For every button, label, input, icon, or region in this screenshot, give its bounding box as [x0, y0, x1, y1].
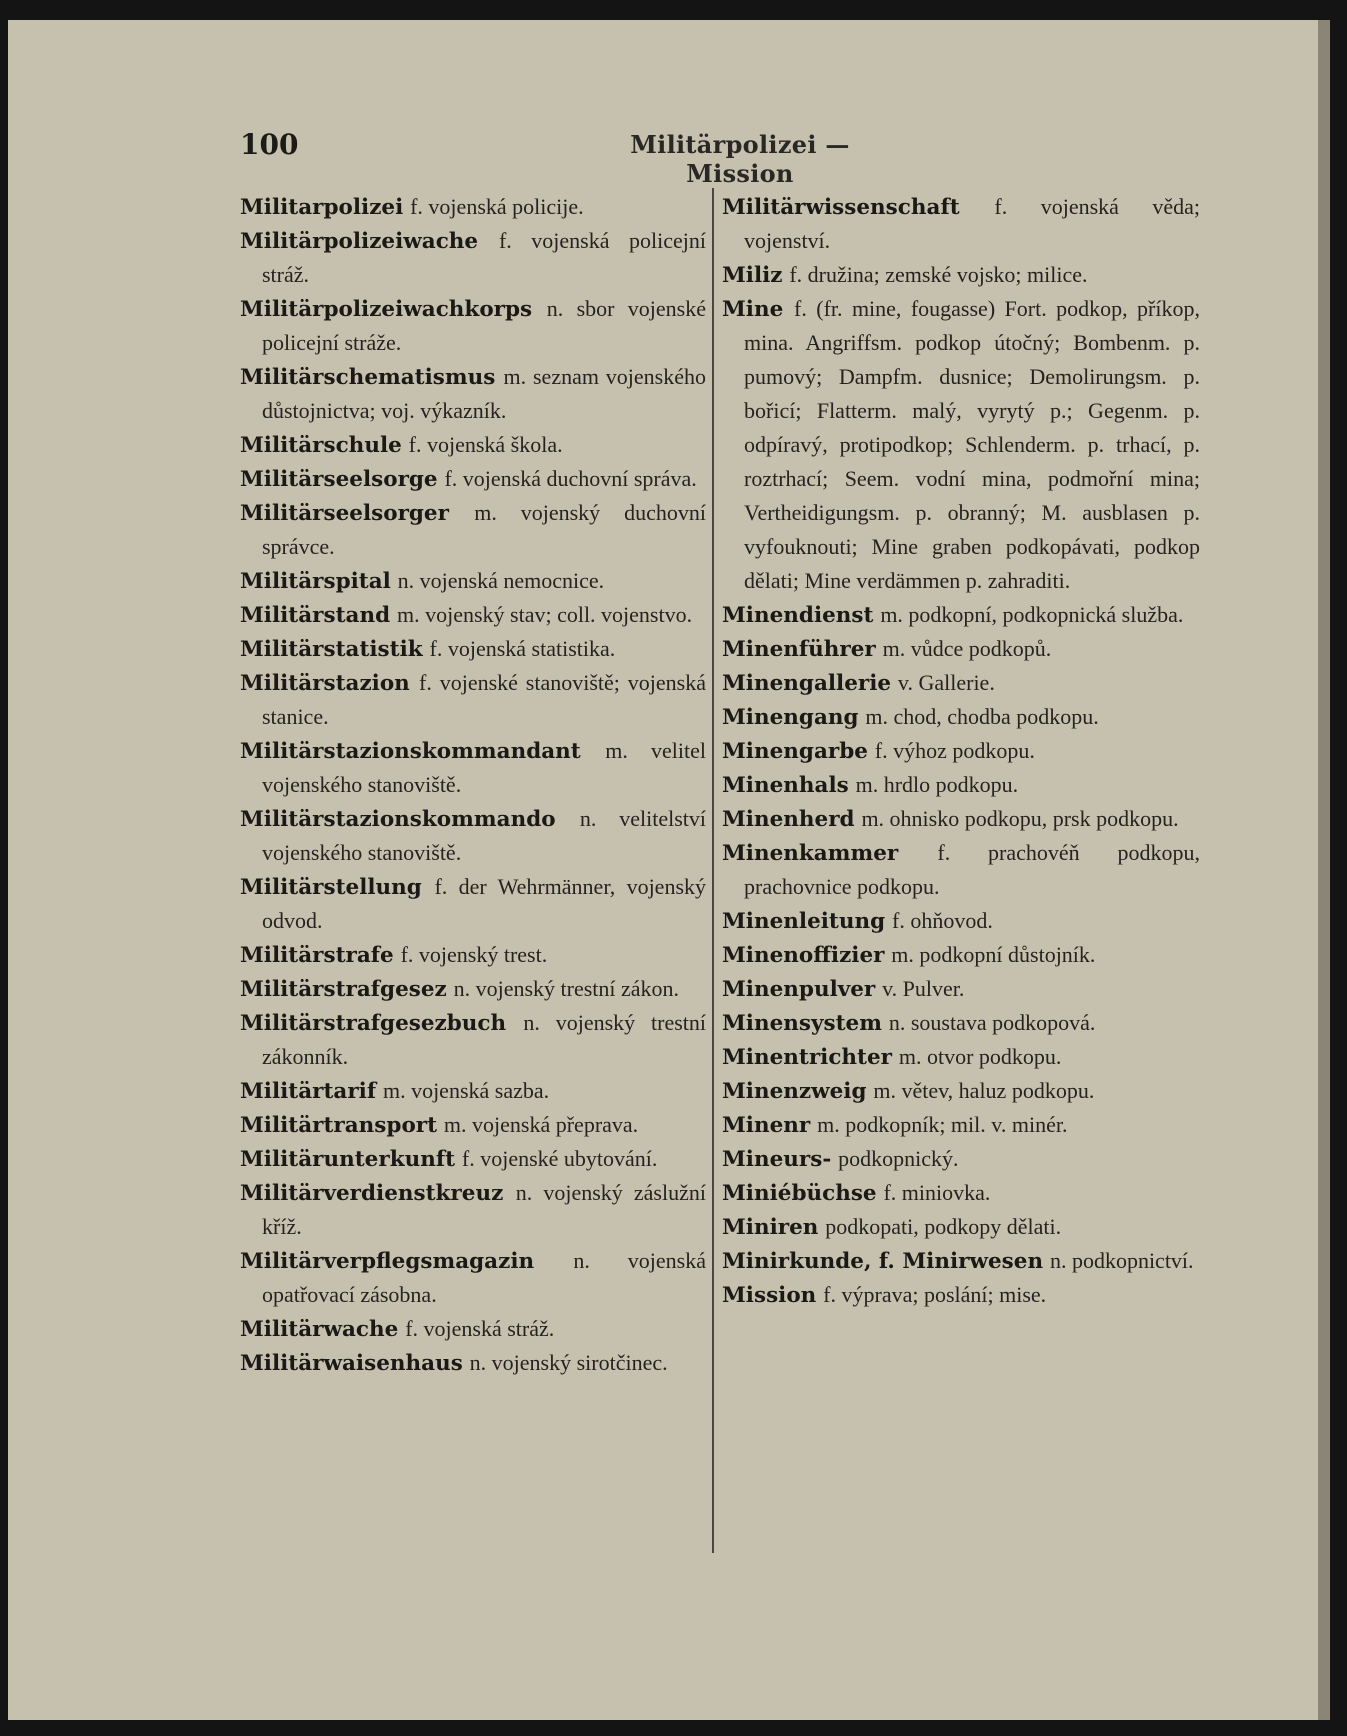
entry-definition: n. soustava podkopová.: [888, 1010, 1096, 1035]
entry-definition: m. hrdlo podkopu.: [855, 772, 1019, 797]
entry-headword: Miniren: [722, 1215, 819, 1240]
dictionary-entry: [722, 632, 1200, 666]
dictionary-entry: [240, 666, 706, 734]
dictionary-entry: [240, 870, 706, 938]
entry-headword: Miliz: [722, 263, 783, 288]
entry-definition: v. Pulver.: [882, 976, 965, 1001]
entry-definition: m. otvor podkopu.: [898, 1044, 1062, 1069]
entry-headword: Militärstazionskommando: [240, 807, 556, 832]
entry-headword: Mineurs-: [722, 1147, 832, 1172]
dictionary-entry: [240, 1074, 706, 1108]
dictionary-entry: [722, 292, 1200, 598]
dictionary-entry: [722, 1278, 1200, 1312]
entry-definition: n. sbor vojenské policejní stráže.: [262, 296, 706, 355]
entry-headword: Militärpolizeiwachkorps: [240, 297, 533, 322]
entry-headword: Militärstrafgesez: [240, 977, 447, 1002]
entry-definition: n. vojenský trestní zákon.: [453, 976, 680, 1001]
entry-headword: Militärstatistik: [240, 637, 423, 662]
left-column: [240, 190, 706, 1380]
entry-definition: m. seznam vojenského důstojnictva; voj. výkazník.: [262, 364, 706, 423]
dictionary-entry: [722, 1006, 1200, 1040]
entry-headword: Militärtransport: [240, 1113, 438, 1138]
entry-definition: f. vojenská statistika.: [429, 636, 616, 661]
dictionary-entry: [240, 1006, 706, 1074]
entry-definition: f. výhoz podkopu.: [874, 738, 1035, 763]
entry-definition: f. vojenská policejní stráž.: [262, 228, 706, 287]
entry-headword: Minengarbe: [722, 739, 868, 764]
entry-definition: m. chod, chodba podkopu.: [865, 704, 1099, 729]
entry-definition: podkopati, podkopy dělati.: [825, 1214, 1062, 1239]
entry-headword: Minenhals: [722, 773, 849, 798]
dictionary-entry: [722, 1142, 1200, 1176]
entry-headword: Militärverpflegsmagazin: [240, 1249, 535, 1274]
dictionary-entry: [722, 734, 1200, 768]
entry-headword: Militärschematismus: [240, 365, 496, 390]
dictionary-entry: [722, 700, 1200, 734]
entry-definition: m. vojenská sazba.: [382, 1078, 550, 1103]
dictionary-entry: [240, 938, 706, 972]
entry-headword: Militärstazion: [240, 671, 410, 696]
entry-definition: f. vojenská policije.: [410, 194, 584, 219]
entry-definition: f. prachovéň podkopu, prachovnice podkopu.: [744, 840, 1200, 899]
entry-headword: Militärschule: [240, 433, 402, 458]
entry-definition: m. větev, haluz podkopu.: [873, 1078, 1095, 1103]
dictionary-entry: [722, 1210, 1200, 1244]
page-header: [240, 128, 1240, 188]
entry-headword: Minenr: [722, 1113, 811, 1138]
dictionary-entry: [240, 224, 706, 292]
entry-definition: n. vojenská nemocnice.: [397, 568, 605, 593]
entry-definition: m. vojenský stav; coll. vojenstvo.: [396, 602, 693, 627]
entry-definition: n. podkopnictví.: [1049, 1248, 1194, 1273]
dictionary-entry: [240, 496, 706, 564]
dictionary-entry: [722, 1176, 1200, 1210]
dictionary-entry: [240, 802, 706, 870]
entry-definition: f. vojenský trest.: [400, 942, 548, 967]
dictionary-entry: [722, 904, 1200, 938]
entry-headword: Minenführer: [722, 637, 876, 662]
entry-headword: Militärwache: [240, 1317, 399, 1342]
entry-definition: f. miniovka.: [883, 1180, 991, 1205]
entry-headword: Minengang: [722, 705, 859, 730]
entry-headword: Militärpolizeiwache: [240, 229, 479, 254]
entry-headword: Minenoffizier: [722, 943, 885, 968]
entry-headword: Miniébüchse: [722, 1181, 877, 1206]
entry-definition: f. vojenské ubytování.: [461, 1146, 658, 1171]
dictionary-entry: [240, 1176, 706, 1244]
dictionary-entry: [722, 1074, 1200, 1108]
dictionary-entry: [240, 1312, 706, 1346]
entry-headword: Minensystem: [722, 1011, 882, 1036]
entry-definition: f. vojenská duchovní správa.: [444, 466, 697, 491]
entry-headword: Minentrichter: [722, 1045, 892, 1070]
entry-definition: f. družina; zemské vojsko; milice.: [789, 262, 1088, 287]
entry-headword: Mission: [722, 1283, 817, 1308]
entry-definition: f. der Wehrmänner, vojenský odvod.: [262, 874, 707, 933]
entry-headword: Minenleitung: [722, 909, 886, 934]
page-edge: [1318, 20, 1330, 1720]
dictionary-entry: [722, 768, 1200, 802]
dictionary-entry: [722, 836, 1200, 904]
dictionary-entry: [240, 292, 706, 360]
entry-headword: Minirkunde, f. Minirwesen: [722, 1249, 1044, 1274]
dictionary-entry: [240, 1142, 706, 1176]
entry-headword: Militärstrafgesezbuch: [240, 1011, 507, 1036]
dictionary-entry: [240, 190, 706, 224]
entry-headword: Militärseelsorge: [240, 467, 438, 492]
dictionary-entry: [722, 598, 1200, 632]
entry-definition: f. vojenská škola.: [408, 432, 563, 457]
entry-headword: Militärtarif: [240, 1079, 377, 1104]
right-column: [722, 190, 1200, 1312]
dictionary-entry: [722, 972, 1200, 1006]
entry-definition: f. vojenská věda; vojenství.: [744, 194, 1200, 253]
entry-definition: f. vojenská stráž.: [405, 1316, 555, 1341]
dictionary-entry: [722, 938, 1200, 972]
entry-headword: Militärstrafe: [240, 943, 394, 968]
entry-headword: Militärwissenschaft: [722, 195, 960, 220]
dictionary-entry: [240, 1346, 706, 1380]
entry-headword: Militärwaisenhaus: [240, 1351, 463, 1376]
entry-definition: n. vojenský záslužní kříž.: [262, 1180, 706, 1239]
entry-definition: m. podkopní, podkopnická služba.: [880, 602, 1184, 627]
dictionary-entry: [240, 1244, 706, 1312]
column-divider: [712, 188, 714, 1553]
running-head: Militärpolizei — Mission: [630, 130, 850, 188]
dictionary-entry: [722, 802, 1200, 836]
entry-headword: Militärstellung: [240, 875, 422, 900]
entry-headword: Militärstand: [240, 603, 391, 628]
entry-definition: f. výprava; poslání; mise.: [823, 1282, 1047, 1307]
entry-headword: Minengallerie: [722, 671, 892, 696]
entry-definition: n. vojenský sirotčinec.: [469, 1350, 668, 1375]
dictionary-entry: [722, 1244, 1200, 1278]
dictionary-entry: [240, 632, 706, 666]
entry-definition: m. podkopní důstojník.: [891, 942, 1096, 967]
dictionary-entry: [240, 462, 706, 496]
entry-headword: Militärseelsorger: [240, 501, 449, 526]
entry-headword: Minendienst: [722, 603, 874, 628]
entry-headword: Minenkammer: [722, 841, 899, 866]
entry-definition: m. vojenská přeprava.: [443, 1112, 639, 1137]
dictionary-entry: [722, 666, 1200, 700]
dictionary-entry: [240, 360, 706, 428]
entry-definition: v. Gallerie.: [897, 670, 995, 695]
entry-definition: m. velitel vojenského stanoviště.: [262, 738, 706, 797]
entry-headword: Militärstazionskommandant: [240, 739, 581, 764]
dictionary-entry: [722, 258, 1200, 292]
dictionary-entry: [240, 564, 706, 598]
dictionary-entry: [722, 1040, 1200, 1074]
entry-headword: Militärspital: [240, 569, 391, 594]
entry-definition: f. (fr. mine, fougasse) Fort. podkop, příkop, mina. Angriffsm. podkop útočný; Bombenm. p. pumový; Dampfm. dusnice; Demolirungsm. p. bořicí; Flatterm. malý, vyrytý p.; Gegenm. p. odpíravý, protipodkop; Schlenderm. p. trhací, p. roztrhací; Seem. vodní mina, podmořní mina; Vertheidigungsm. p. obranný; M. ausblasen p. vyfouknouti; Mine graben podkopávati, podkop dělati; Mine verdämmen p. zahraditi.: [744, 296, 1200, 593]
entry-definition: podkopnický.: [838, 1146, 959, 1171]
dictionary-entry: [722, 190, 1200, 258]
dictionary-entry: [240, 598, 706, 632]
entry-headword: Militärverdienstkreuz: [240, 1181, 504, 1206]
dictionary-entry: [240, 734, 706, 802]
dictionary-entry: [722, 1108, 1200, 1142]
entry-headword: Minenherd: [722, 807, 855, 832]
entry-definition: n. velitelství vojenského stanoviště.: [262, 806, 706, 865]
dictionary-entry: [240, 972, 706, 1006]
entry-definition: f. ohňovod.: [892, 908, 993, 933]
entry-definition: m. vůdce podkopů.: [882, 636, 1052, 661]
dictionary-entry: [240, 1108, 706, 1142]
entry-headword: Mine: [722, 297, 784, 322]
entry-definition: n. vojenská opatřovací zásobna.: [262, 1248, 706, 1307]
dictionary-entry: [240, 428, 706, 462]
entry-headword: Minenpulver: [722, 977, 876, 1002]
entry-headword: Militärunterkunft: [240, 1147, 456, 1172]
entry-headword: Minenzweig: [722, 1079, 867, 1104]
entry-headword: Militarpolizei: [240, 195, 404, 220]
entry-definition: f. vojenské stanoviště; vojenská stanice.: [262, 670, 706, 729]
entry-definition: m. podkopník; mil. v. minér.: [817, 1112, 1068, 1137]
page-number: 100: [240, 128, 299, 161]
entry-definition: n. vojenský trestní zákonník.: [262, 1010, 706, 1069]
entry-definition: m. ohnisko podkopu, prsk podkopu.: [861, 806, 1179, 831]
entry-definition: m. vojenský duchovní správce.: [262, 500, 706, 559]
